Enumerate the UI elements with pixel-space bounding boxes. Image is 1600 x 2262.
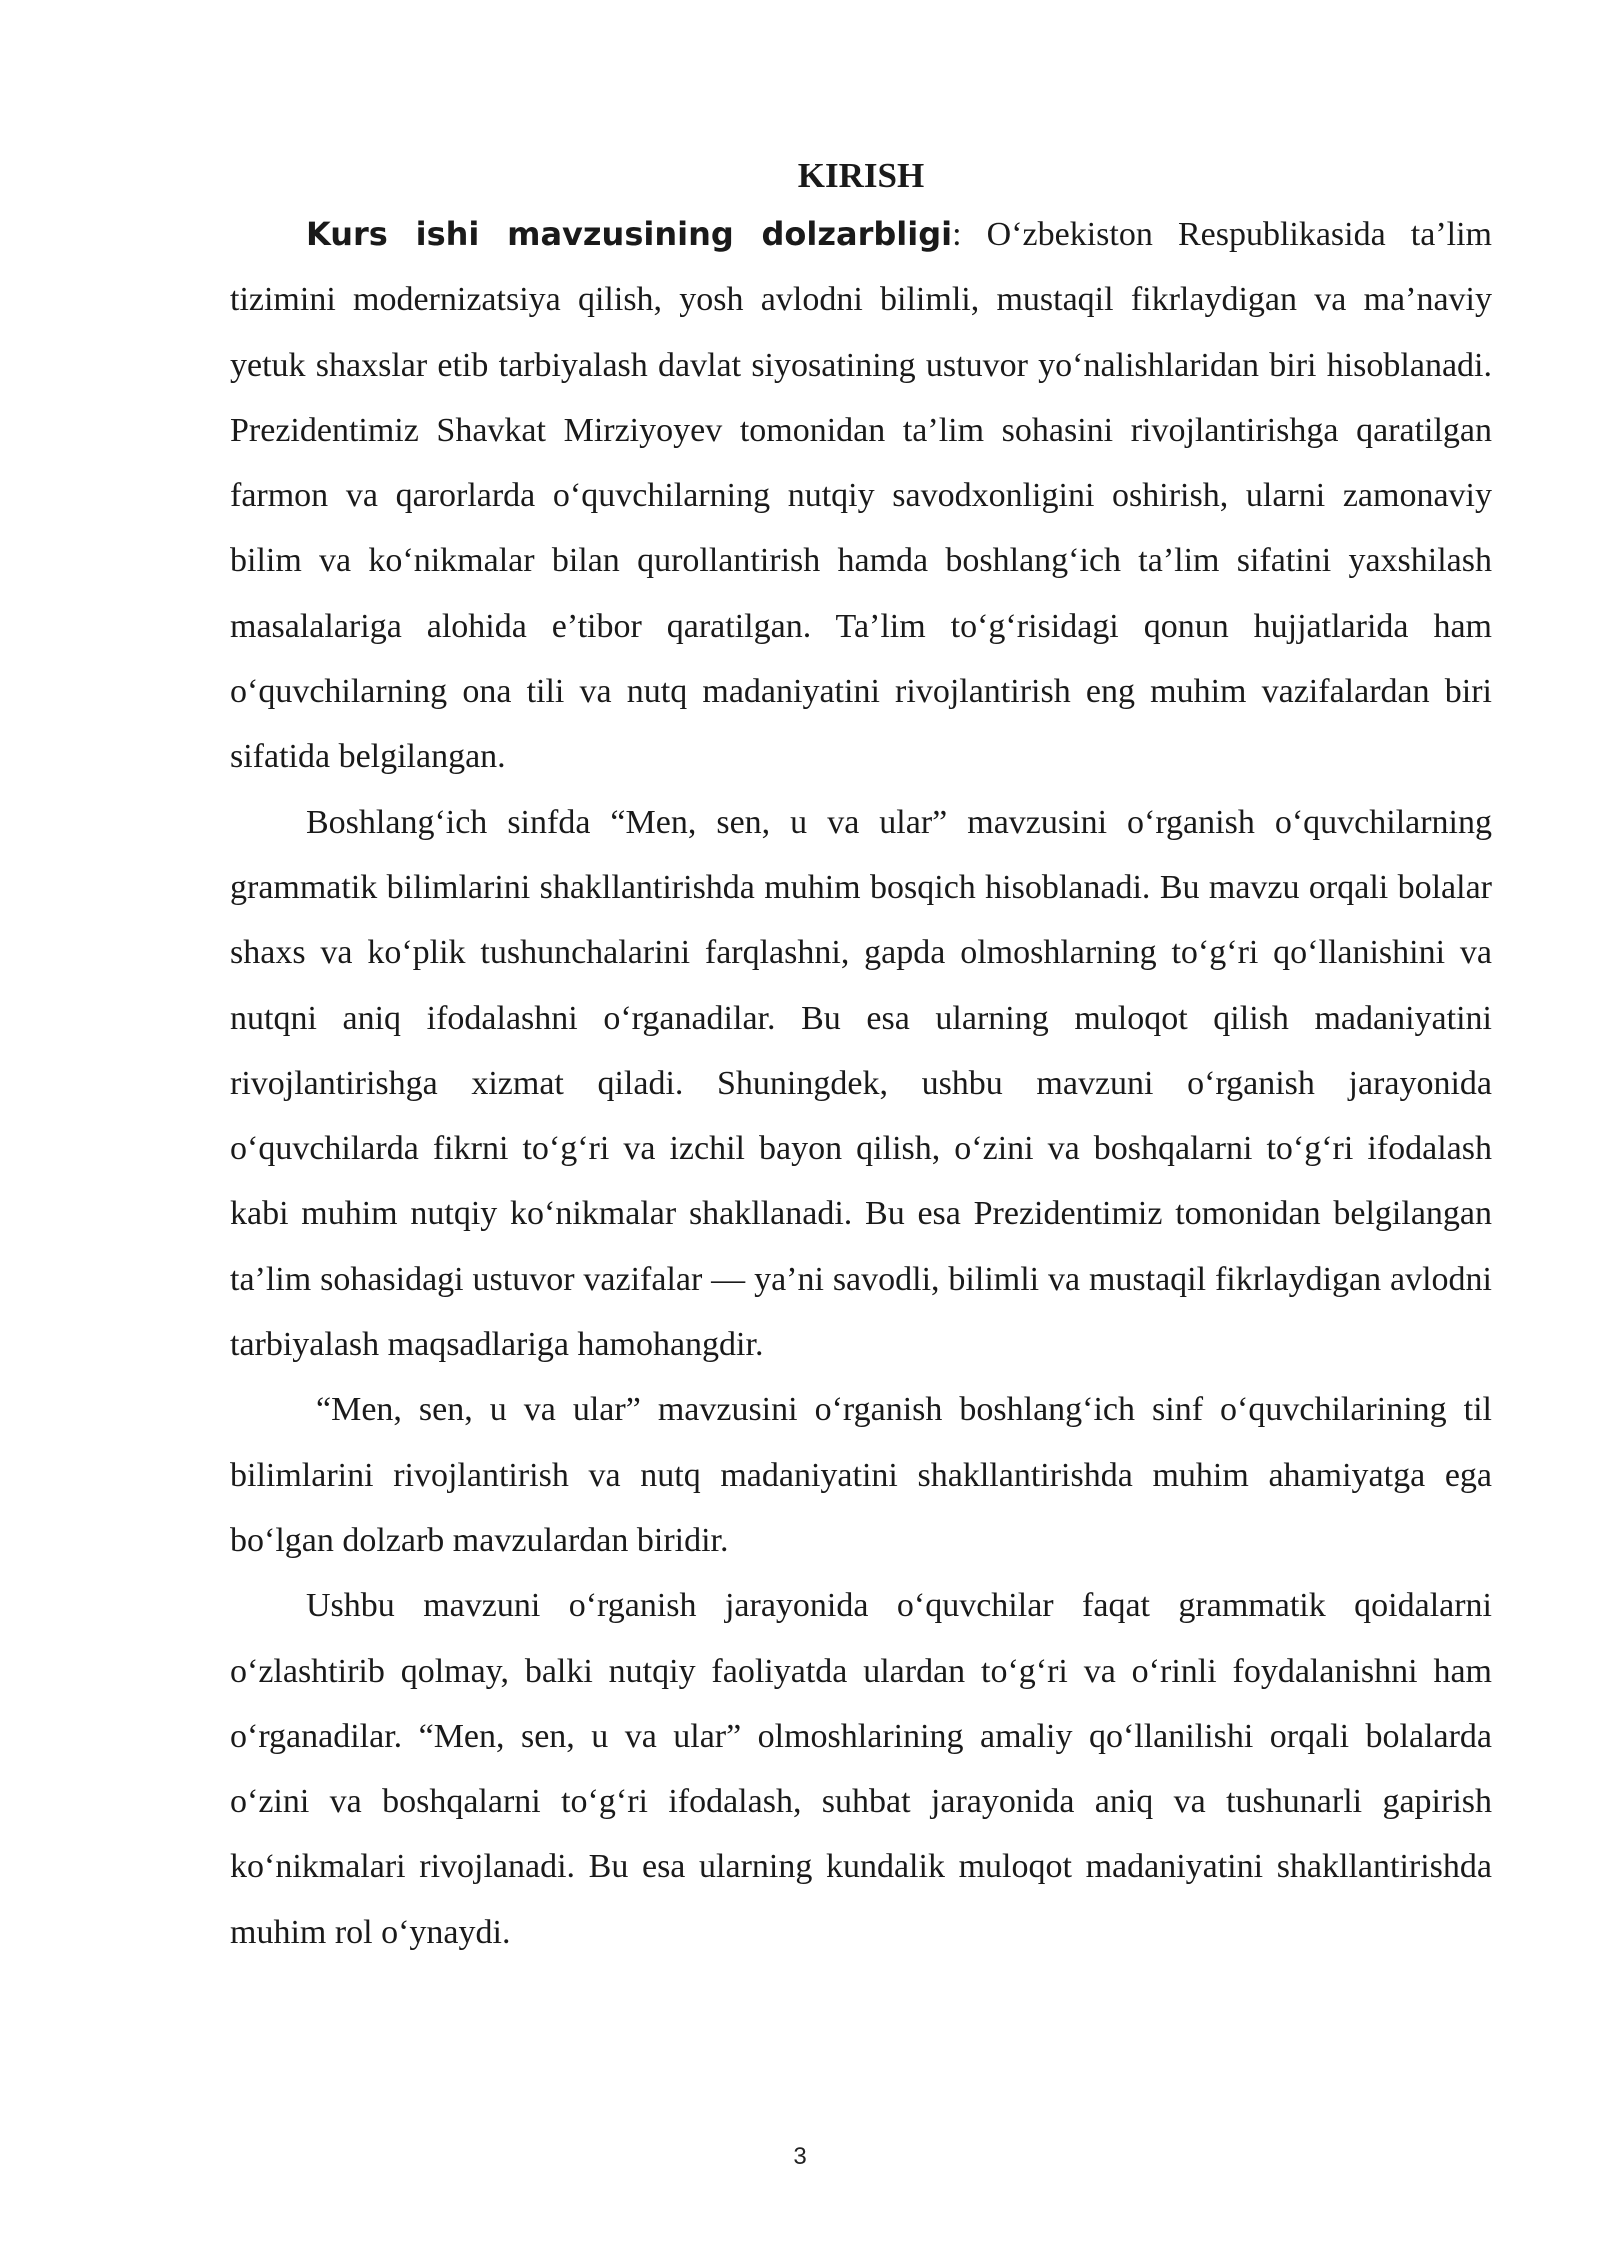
paragraph-text: Ushbu mavzuni o‘rganish jarayonida o‘quvchilar faqat grammatik qoidalarni o‘zlashtirib qolmay, balki nutqiy faoliyatda ulardan to‘g‘ri va o‘rinli foydalanishni ham o‘rganadilar. “Men, sen, u va ular” olmoshlarining amaliy qo‘llanilishi orqali bolalarda o‘zini va boshqalarni to‘g‘ri ifodalash, suhbat jarayonida aniq va tushunarli gapirish ko‘nikmalari rivojlanadi. Bu esa ularning kundalik muloqot madaniyatini shakllantirishda muhim rol o‘ynaydi.	[230, 1587, 1492, 1951]
paragraph-relevance	[230, 202, 1492, 790]
paragraph-lead-heading: Kurs ishi mavzusining dolzarbligi	[306, 215, 953, 253]
section-title: KIRISH	[797, 156, 925, 195]
paragraph-learning-process	[230, 1573, 1492, 1965]
page-number: 3	[793, 2143, 807, 2170]
paragraph-text: Boshlang‘ich sinfda “Men, sen, u va ular” mavzusini o‘rganish o‘quvchilarning grammatik bilimlarini shakllantirishda muhim bosqich hisoblanadi. Bu mavzu orqali bolalar shaxs va ko‘plik tushunchalarini farqlashni, gapda olmoshlarning to‘g‘ri qo‘llanishini va nutqni aniq ifodalashni o‘rganadilar. Bu esa ularning muloqot qilish madaniyatini rivojlantirishga xizmat qiladi. Shuningdek, ushbu mavzuni o‘rganish jarayonida o‘quvchilarda fikrni to‘g‘ri va izchil bayon qilish, o‘zini va boshqalarni to‘g‘ri ifodalash kabi muhim nutqiy ko‘nikmalar shakllanadi. Bu esa Prezidentimiz tomonidan belgilangan ta’lim sohasidagi ustuvor vazifalar — ya’ni savodli, bilimli va mustaqil fikrlaydigan avlodni tarbiyalash maqsadlariga hamohangdir.	[230, 803, 1492, 1364]
page-content	[230, 150, 1492, 1965]
paragraph-topic-importance	[230, 790, 1492, 1378]
paragraph-topic-relevance	[230, 1377, 1492, 1573]
paragraph-text: : O‘zbekiston Respublikasida ta’lim tizimini modernizatsiya qilish, yosh avlodni bilimli, mustaqil fikrlaydigan va ma’naviy yetuk shaxslar etib tarbiyalash davlat siyosatining ustuvor yo‘nalishlaridan biri hisoblanadi. Prezidentimiz Shavkat Mirziyoyev tomonidan ta’lim sohasini rivojlantirishga qaratilgan farmon va qarorlarda o‘quvchilarning nutqiy savodxonligini oshirish, ularni zamonaviy bilim va ko‘nikmalar bilan qurollantirish hamda boshlang‘ich ta’lim sifatini yaxshilash masalalariga alohida e’tibor qaratilgan. Ta’lim to‘g‘risidagi qonun hujjatlarida ham o‘quvchilarning ona tili va nutq madaniyatini rivojlantirish eng muhim vazifalardan biri sifatida belgilangan.	[230, 216, 1492, 776]
paragraph-text: “Men, sen, u va ular” mavzusini o‘rganish boshlang‘ich sinf o‘quvchilarining til bilimlarini rivojlantirish va nutq madaniyatini shakllantirishda muhim ahamiyatga ega bo‘lgan dolzarb mavzulardan biridir.	[230, 1391, 1492, 1559]
